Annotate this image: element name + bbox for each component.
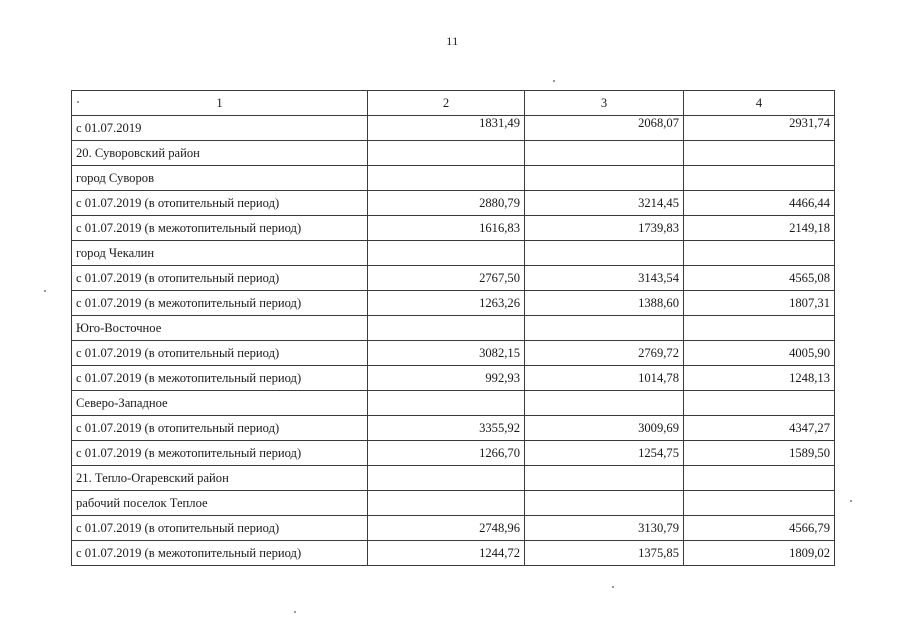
table-row — [72, 516, 835, 541]
value-col-4: 2149,18 — [684, 216, 835, 241]
row-label: с 01.07.2019 (в отопительный период) — [72, 341, 368, 366]
row-label: рабочий поселок Теплое — [72, 491, 368, 516]
table-row — [72, 466, 835, 491]
value-col-3 — [525, 491, 684, 516]
value-col-3 — [525, 166, 684, 191]
value-col-2: 1616,83 — [368, 216, 525, 241]
value-col-3: 3009,69 — [525, 416, 684, 441]
table-row — [72, 116, 835, 141]
scan-speck — [850, 500, 852, 502]
value-col-2 — [368, 241, 525, 266]
value-col-3: 1014,78 — [525, 366, 684, 391]
column-header-3: 3 — [525, 91, 684, 116]
table-row — [72, 491, 835, 516]
table-row — [72, 241, 835, 266]
row-label: с 01.07.2019 (в отопительный период) — [72, 416, 368, 441]
value-col-4: 1248,13 — [684, 366, 835, 391]
value-col-4: 1809,02 — [684, 541, 835, 566]
value-col-3: 3143,54 — [525, 266, 684, 291]
row-label: 21. Тепло-Огаревский район — [72, 466, 368, 491]
scan-speck — [294, 611, 296, 613]
value-col-4: 1589,50 — [684, 441, 835, 466]
value-col-3: 1375,85 — [525, 541, 684, 566]
scan-speck — [77, 101, 79, 103]
value-col-3 — [525, 316, 684, 341]
row-label: с 01.07.2019 (в отопительный период) — [72, 266, 368, 291]
value-col-4 — [684, 466, 835, 491]
column-header-1: 1 — [72, 91, 368, 116]
value-col-4: 4466,44 — [684, 191, 835, 216]
row-label: с 01.07.2019 (в отопительный период) — [72, 191, 368, 216]
row-label: с 01.07.2019 (в межотопительный период) — [72, 366, 368, 391]
value-col-2: 1831,49 — [368, 116, 525, 141]
row-label: Северо-Западное — [72, 391, 368, 416]
value-col-4 — [684, 491, 835, 516]
value-col-4: 4005,90 — [684, 341, 835, 366]
table-row — [72, 366, 835, 391]
row-label: Юго-Восточное — [72, 316, 368, 341]
table-row — [72, 341, 835, 366]
value-col-3 — [525, 466, 684, 491]
scan-speck — [612, 586, 614, 588]
row-label: город Суворов — [72, 166, 368, 191]
page-number: 11 — [446, 34, 459, 48]
tariff-table — [71, 90, 835, 566]
scan-speck — [553, 80, 555, 82]
row-label: с 01.07.2019 (в межотопительный период) — [72, 291, 368, 316]
value-col-4: 4347,27 — [684, 416, 835, 441]
table-header-row — [72, 91, 835, 116]
value-col-4 — [684, 316, 835, 341]
value-col-4 — [684, 241, 835, 266]
value-col-4 — [684, 141, 835, 166]
table-row — [72, 216, 835, 241]
column-header-2: 2 — [368, 91, 525, 116]
value-col-2: 992,93 — [368, 366, 525, 391]
row-label: с 01.07.2019 — [72, 116, 368, 141]
value-col-3: 3130,79 — [525, 516, 684, 541]
value-col-2 — [368, 141, 525, 166]
table-row — [72, 191, 835, 216]
value-col-4: 2931,74 — [684, 116, 835, 141]
table-row — [72, 391, 835, 416]
value-col-2: 1244,72 — [368, 541, 525, 566]
value-col-4: 4566,79 — [684, 516, 835, 541]
value-col-3: 1388,60 — [525, 291, 684, 316]
value-col-3: 2068,07 — [525, 116, 684, 141]
value-col-2: 1263,26 — [368, 291, 525, 316]
table-row — [72, 141, 835, 166]
value-col-2 — [368, 391, 525, 416]
value-col-2 — [368, 316, 525, 341]
table-row — [72, 266, 835, 291]
scan-speck — [44, 290, 46, 292]
value-col-3: 2769,72 — [525, 341, 684, 366]
value-col-3 — [525, 241, 684, 266]
row-label: с 01.07.2019 (в межотопительный период) — [72, 441, 368, 466]
value-col-2: 2748,96 — [368, 516, 525, 541]
value-col-4: 4565,08 — [684, 266, 835, 291]
value-col-2 — [368, 491, 525, 516]
value-col-2: 3355,92 — [368, 416, 525, 441]
value-col-3: 3214,45 — [525, 191, 684, 216]
value-col-2: 3082,15 — [368, 341, 525, 366]
value-col-2 — [368, 466, 525, 491]
table-row — [72, 316, 835, 341]
value-col-4 — [684, 166, 835, 191]
row-label: город Чекалин — [72, 241, 368, 266]
row-label: с 01.07.2019 (в межотопительный период) — [72, 216, 368, 241]
table-row — [72, 441, 835, 466]
table-row — [72, 166, 835, 191]
value-col-2: 2880,79 — [368, 191, 525, 216]
row-label: 20. Суворовский район — [72, 141, 368, 166]
value-col-4: 1807,31 — [684, 291, 835, 316]
table-row — [72, 416, 835, 441]
row-label: с 01.07.2019 (в отопительный период) — [72, 516, 368, 541]
value-col-2 — [368, 166, 525, 191]
value-col-3 — [525, 391, 684, 416]
table-row — [72, 291, 835, 316]
value-col-3: 1739,83 — [525, 216, 684, 241]
value-col-2: 2767,50 — [368, 266, 525, 291]
value-col-2: 1266,70 — [368, 441, 525, 466]
value-col-3 — [525, 141, 684, 166]
table-body — [72, 116, 835, 566]
table-row — [72, 541, 835, 566]
column-header-4: 4 — [684, 91, 835, 116]
row-label: с 01.07.2019 (в межотопительный период) — [72, 541, 368, 566]
value-col-4 — [684, 391, 835, 416]
value-col-3: 1254,75 — [525, 441, 684, 466]
